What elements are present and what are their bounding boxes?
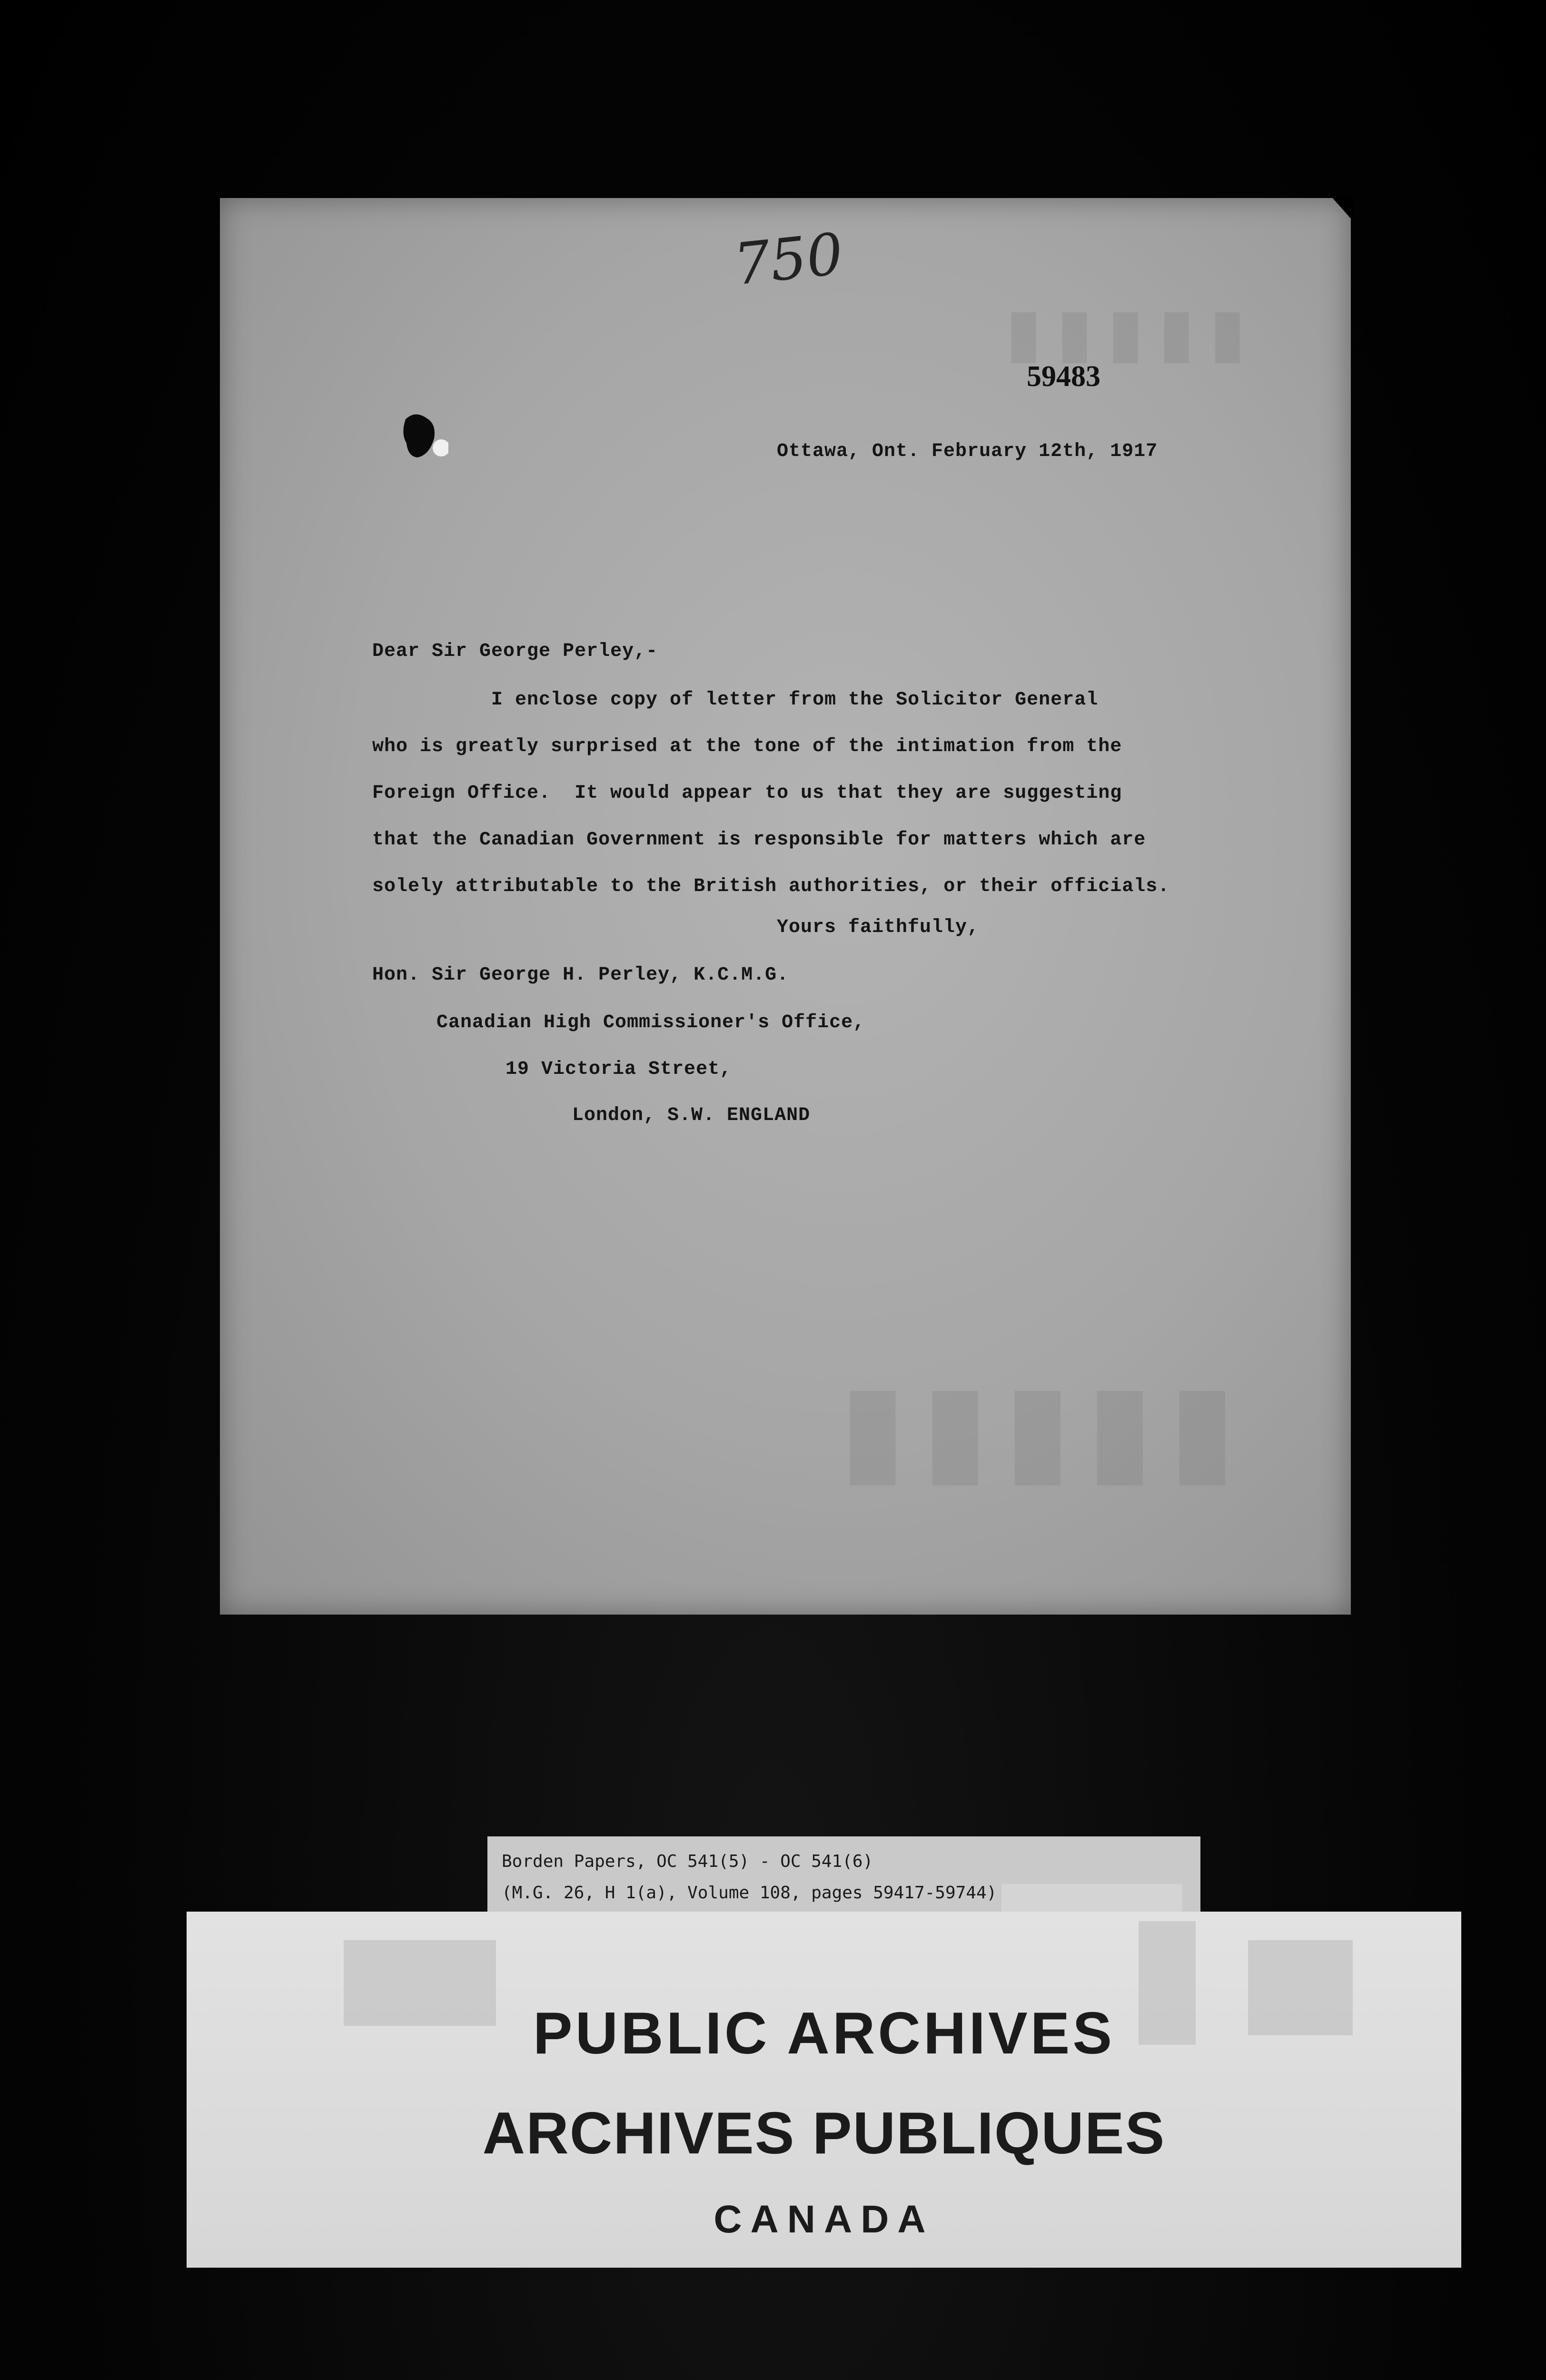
body-line: solely attributable to the British authorities, or their officials. (372, 876, 1170, 897)
bleed-through-mark: ▮▮▮▮▮ (839, 1360, 1251, 1497)
archive-label (187, 1912, 1461, 2268)
body-line: that the Canadian Government is responsible for matters which are (372, 829, 1146, 851)
closing: Yours faithfully, (777, 917, 980, 938)
handwritten-annotation: 750 (731, 221, 846, 298)
salutation: Dear Sir George Perley,- (372, 641, 658, 662)
archive-title-english: PUBLIC ARCHIVES (533, 2001, 1115, 2066)
address-line: London, S.W. ENGLAND (572, 1105, 811, 1126)
ink-blot-icon (401, 410, 448, 467)
document-number: 59483 (1027, 360, 1100, 393)
body-line: Foreign Office. It would appear to us that they are suggesting (372, 783, 1122, 804)
archive-title-french: ARCHIVES PUBLIQUES (482, 2101, 1166, 2166)
body-line: I enclose copy of letter from the Solicitor General (491, 689, 1099, 711)
address-line: 19 Victoria Street, (505, 1059, 732, 1080)
reference-line: (M.G. 26, H 1(a), Volume 108, pages 59417-59744) (502, 1883, 997, 1903)
bleed-through-mark: ▮▮▮▮▮ (1005, 296, 1260, 370)
address-line: Canadian High Commissioner's Office, (436, 1012, 865, 1033)
letter-date: Ottawa, Ont. February 12th, 1917 (777, 441, 1158, 462)
torn-corner (1297, 196, 1354, 253)
reference-line: Borden Papers, OC 541(5) - OC 541(6) (502, 1852, 873, 1871)
body-line: who is greatly surprised at the tone of the intimation from the (372, 736, 1122, 757)
archive-country: CANADA (714, 2198, 934, 2241)
letter-sheet (220, 198, 1351, 1615)
address-line: Hon. Sir George H. Perley, K.C.M.G. (372, 964, 789, 986)
